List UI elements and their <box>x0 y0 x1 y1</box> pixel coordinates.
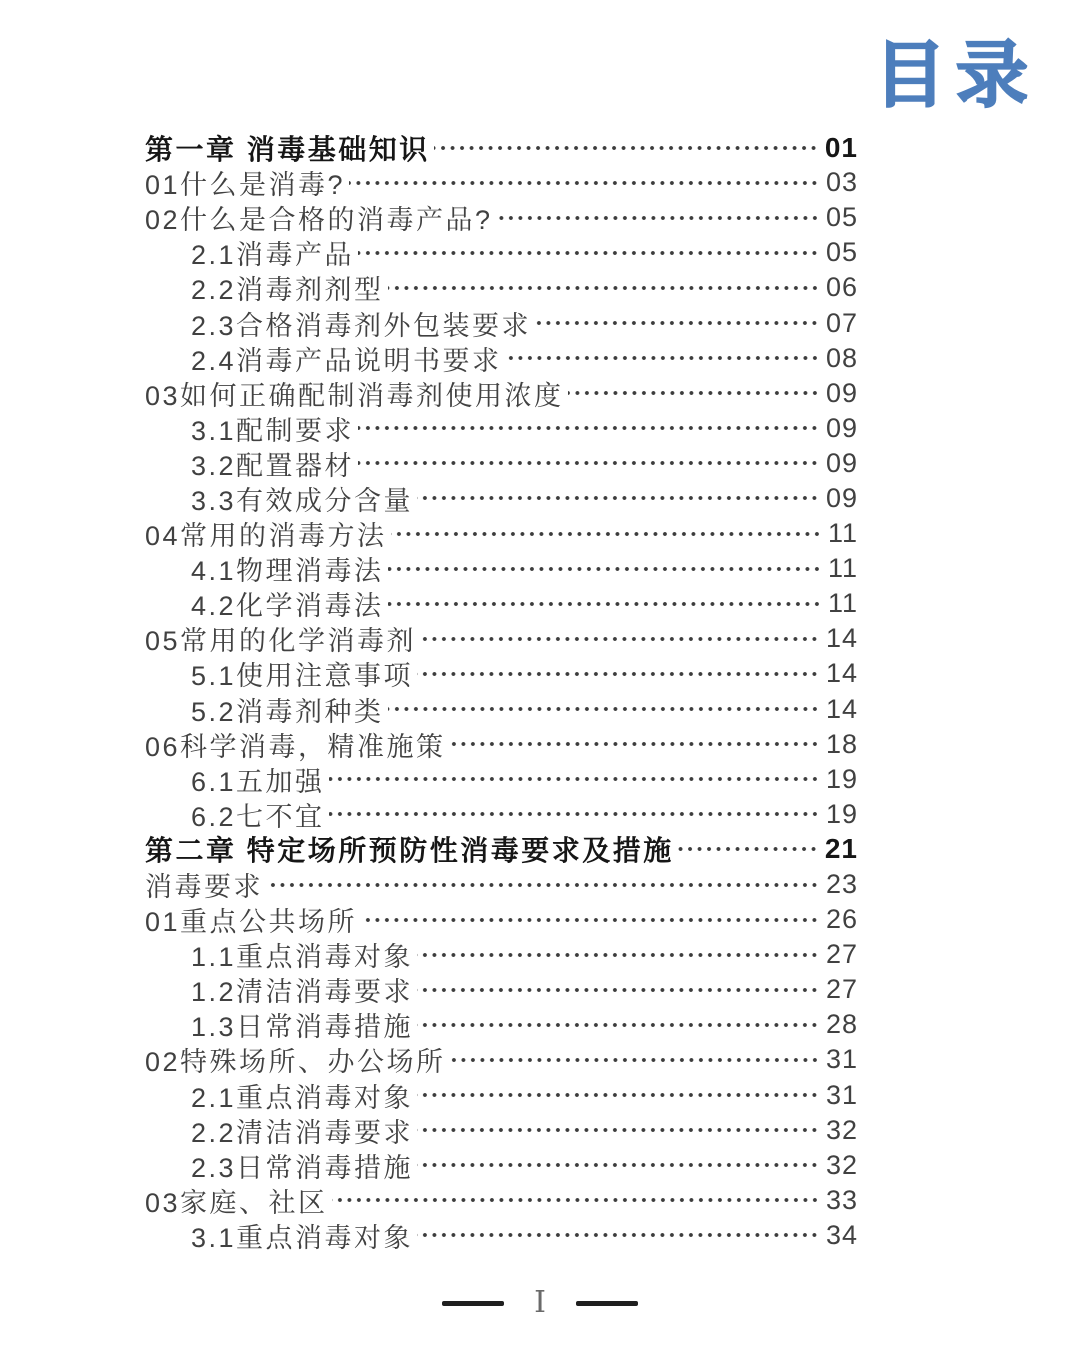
toc-entry-label: 1.2清洁消毒要求 <box>191 977 414 1008</box>
toc-entry <box>145 902 858 937</box>
dotted-leader <box>568 390 821 396</box>
dotted-leader <box>361 917 821 923</box>
dotted-leader <box>349 180 821 186</box>
toc-entry-page: 14 <box>825 693 858 724</box>
toc-entry <box>145 376 858 411</box>
dotted-leader <box>417 987 821 993</box>
dotted-leader <box>420 636 821 642</box>
toc-entry-label: 2.1消毒产品 <box>191 240 355 271</box>
toc-entry-label: 5.1使用注意事项 <box>191 661 414 692</box>
dotted-leader <box>388 601 823 607</box>
toc-entry-label: 4.1物理消毒法 <box>191 556 384 587</box>
toc-entry-label: 4.2化学消毒法 <box>191 591 384 622</box>
dotted-leader <box>417 1127 821 1133</box>
toc-entry-label: 2.2消毒剂剂型 <box>191 275 384 306</box>
toc-entry <box>145 1042 858 1077</box>
toc-entry <box>145 586 858 621</box>
toc-entry <box>145 130 858 165</box>
toc-entry-page: 09 <box>825 412 858 443</box>
toc-entry-label: 第一章 消毒基础知识 <box>145 133 430 165</box>
toc-entry <box>145 551 858 586</box>
toc-entry-page: 05 <box>825 237 858 268</box>
dotted-leader <box>417 1232 821 1238</box>
toc-entry-page: 21 <box>824 833 858 865</box>
dotted-leader <box>388 566 823 572</box>
toc-entry-page: 31 <box>825 1079 858 1110</box>
toc-entry-page: 34 <box>825 1219 858 1250</box>
toc-entry-page: 03 <box>825 167 858 198</box>
dotted-leader <box>388 706 821 712</box>
toc-entry <box>145 972 858 1007</box>
dotted-leader <box>417 1092 821 1098</box>
dotted-leader <box>497 215 821 221</box>
toc-entry-page: 11 <box>827 553 858 584</box>
dotted-leader <box>391 531 823 537</box>
toc-entry-label: 3.1重点消毒对象 <box>191 1222 414 1253</box>
toc-entry-page: 19 <box>825 798 858 829</box>
toc-entry-page: 14 <box>825 623 858 654</box>
toc-entry-page: 11 <box>827 588 858 619</box>
toc-entry <box>145 516 858 551</box>
toc-entry-page: 08 <box>825 342 858 373</box>
toc-entry-label: 05常用的化学消毒剂 <box>145 626 417 657</box>
toc-entry-label: 3.3有效成分含量 <box>191 485 414 516</box>
toc-entry <box>145 1078 858 1113</box>
toc-entry-page: 09 <box>825 377 858 408</box>
toc-entry-page: 09 <box>825 482 858 513</box>
dotted-leader <box>417 1022 821 1028</box>
toc-entry-label: 第二章 特定场所预防性消毒要求及措施 <box>145 835 674 867</box>
toc-entry-page: 07 <box>825 307 858 338</box>
toc-entry <box>145 341 858 376</box>
toc-entry <box>145 200 858 235</box>
dotted-leader <box>417 671 821 677</box>
toc-entry <box>145 832 858 867</box>
toc-entry <box>145 446 858 481</box>
dotted-leader <box>417 952 821 958</box>
toc-entry-page: 33 <box>825 1184 858 1215</box>
toc-entry-label: 2.3日常消毒措施 <box>191 1152 414 1183</box>
toc-entry-label: 2.2清洁消毒要求 <box>191 1117 414 1148</box>
dotted-leader <box>450 741 821 747</box>
toc-entry-page: 23 <box>825 869 858 900</box>
toc-entry-page: 05 <box>825 202 858 233</box>
toc-entry <box>145 165 858 200</box>
dotted-leader <box>417 495 821 501</box>
toc-entry-label: 02特殊场所、办公场所 <box>145 1047 446 1078</box>
toc-entry <box>145 235 858 270</box>
toc-entry <box>145 797 858 832</box>
toc-entry-label: 3.2配置器材 <box>191 450 355 481</box>
toc-entry-label: 1.1重点消毒对象 <box>191 942 414 973</box>
toc-entry <box>145 411 858 446</box>
toc-entry-label: 6.1五加强 <box>191 766 325 797</box>
toc-entry-label: 5.2消毒剂种类 <box>191 696 384 727</box>
toc-entry-page: 31 <box>825 1044 858 1075</box>
toc-entry <box>145 621 858 656</box>
toc-entry-label: 2.4消毒产品说明书要求 <box>191 345 502 376</box>
toc-entry-label: 03如何正确配制消毒剂使用浓度 <box>145 380 564 411</box>
toc-entry-label: 01什么是消毒? <box>145 170 346 201</box>
toc-entry-page: 09 <box>825 447 858 478</box>
toc-entry <box>145 305 858 340</box>
toc-entry-label: 04常用的消毒方法 <box>145 521 387 552</box>
dotted-leader <box>678 846 820 852</box>
dotted-leader <box>329 811 821 817</box>
toc-entry-page: 27 <box>825 974 858 1005</box>
toc-entry-page: 26 <box>825 904 858 935</box>
dotted-leader <box>450 1057 821 1063</box>
toc-entry <box>145 481 858 516</box>
dotted-leader <box>332 1197 821 1203</box>
toc-entry-label: 消毒要求 <box>145 872 263 903</box>
dotted-leader <box>358 250 821 256</box>
toc-entry-label: 1.3日常消毒措施 <box>191 1012 414 1043</box>
toc-entry-label: 01重点公共场所 <box>145 907 358 938</box>
toc-entry-page: 32 <box>825 1114 858 1145</box>
toc-entry-page: 14 <box>825 658 858 689</box>
toc-entry <box>145 937 858 972</box>
toc-entry-label: 6.2七不宜 <box>191 801 325 832</box>
toc-entry <box>145 1218 858 1253</box>
toc-entry-label: 3.1配制要求 <box>191 415 355 446</box>
toc-entry <box>145 1113 858 1148</box>
toc-entry-label: 02什么是合格的消毒产品? <box>145 205 493 236</box>
toc-entry <box>145 762 858 797</box>
dotted-leader <box>329 776 821 782</box>
dotted-leader <box>535 320 821 326</box>
toc-entry <box>145 656 858 691</box>
toc-entry <box>145 692 858 727</box>
toc-entry <box>145 1007 858 1042</box>
toc-entry <box>145 867 858 902</box>
toc-entry-label: 2.3合格消毒剂外包装要求 <box>191 310 532 341</box>
toc-entry-page: 27 <box>825 939 858 970</box>
toc-entry-label: 2.1重点消毒对象 <box>191 1082 414 1113</box>
toc-entry <box>145 1183 858 1218</box>
dotted-leader <box>358 460 821 466</box>
toc-entry <box>145 1148 858 1183</box>
dotted-leader <box>358 425 821 431</box>
footer-right-dash <box>576 1301 638 1306</box>
dotted-leader <box>267 882 821 888</box>
toc-entry-page: 28 <box>825 1009 858 1040</box>
toc-entry-label: 03家庭、社区 <box>145 1187 328 1218</box>
dotted-leader <box>506 355 821 361</box>
dotted-leader <box>434 145 820 151</box>
footer-left-dash <box>442 1301 504 1306</box>
toc-entry-page: 32 <box>825 1149 858 1180</box>
toc-entry-page: 11 <box>827 518 858 549</box>
footer-page-number: Ⅰ <box>534 1286 546 1319</box>
toc-entry <box>145 270 858 305</box>
toc-entry-page: 19 <box>825 763 858 794</box>
toc-entry-page: 01 <box>824 131 858 163</box>
toc-entry-label: 06科学消毒，精准施策 <box>145 731 446 762</box>
toc-entry-page: 06 <box>825 272 858 303</box>
page-footer <box>0 1288 1080 1318</box>
toc-list <box>145 130 858 1253</box>
page-title: 目录 <box>873 36 1038 116</box>
dotted-leader <box>388 285 821 291</box>
toc-entry-page: 18 <box>825 728 858 759</box>
dotted-leader <box>417 1162 821 1168</box>
toc-entry <box>145 727 858 762</box>
